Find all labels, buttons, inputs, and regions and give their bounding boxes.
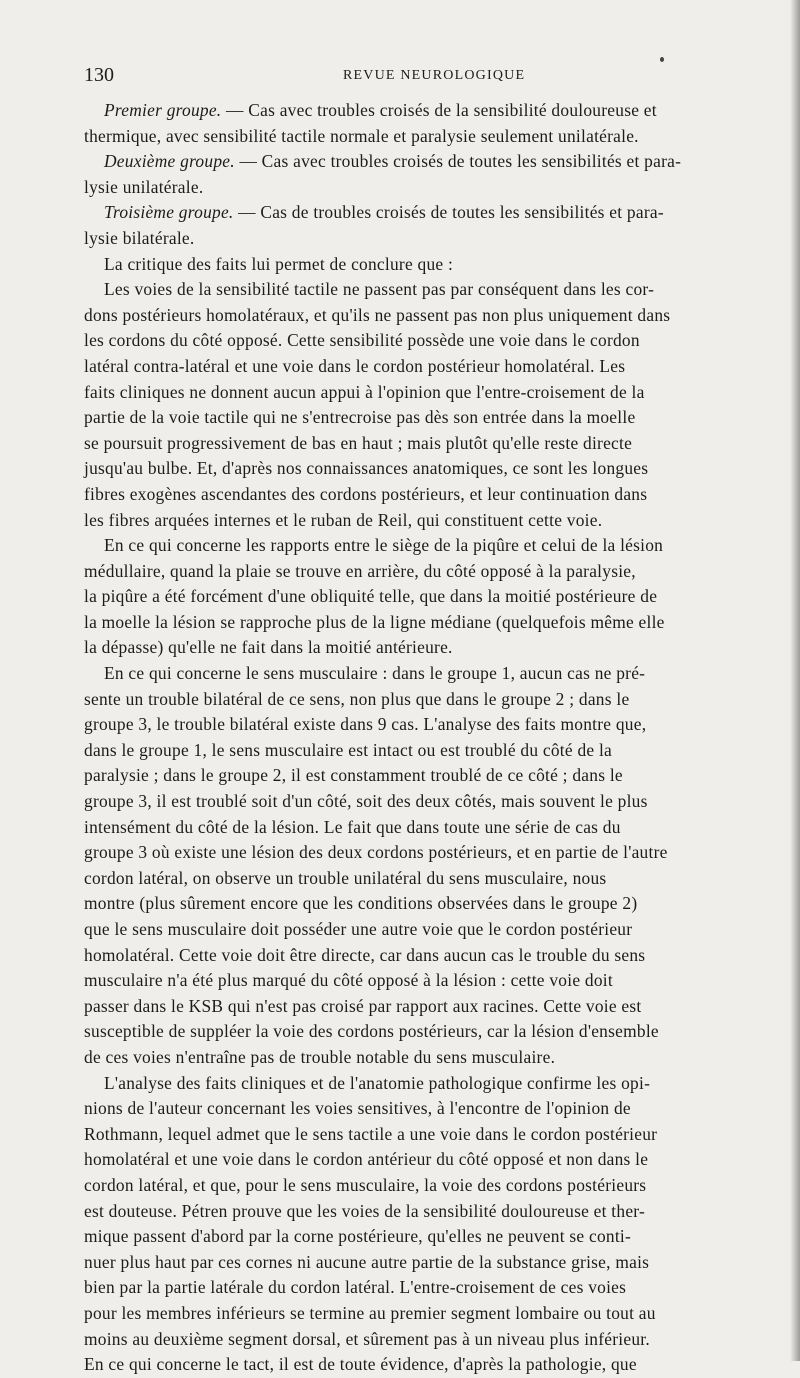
text-line: les cordons du côté opposé. Cette sensibilité possède une voie dans le cordon (84, 330, 640, 351)
group-3-label: Troisième groupe. (104, 202, 234, 223)
text-line: intensément du côté de la lésion. Le fait que dans toute une série de cas du (84, 816, 621, 837)
text-line: la dépasse) qu'elle ne fait dans la moitié antérieure. (84, 637, 453, 658)
text-line: En ce qui concerne le tact, il est de toute évidence, d'après la pathologie, que (84, 1354, 637, 1375)
text-line: jusqu'au bulbe. Et, d'après nos connaissances anatomiques, ce sont les longues (84, 458, 649, 479)
text-line: susceptible de suppléer la voie des cordons postérieurs, car la lésion d'ensemble (84, 1021, 659, 1042)
group-2-text: — Cas avec troubles croisés de toutes les sensibilités et para- (234, 151, 682, 172)
page-header (0, 64, 800, 88)
text-line: la piqûre a été forcément d'une obliquité telle, que dans la moitié postérieure de (84, 586, 658, 607)
text-line: L'analyse des faits cliniques et de l'anatomie pathologique confirme les opi- (104, 1072, 651, 1093)
running-title: REVUE NEUROLOGIQUE (343, 68, 526, 83)
article-body (84, 98, 792, 1378)
text-line: cordon latéral, on observe un trouble unilatéral du sens musculaire, nous (84, 867, 607, 888)
text-line: les fibres arquées internes et le ruban de Reil, qui constituent cette voie. (84, 509, 603, 530)
group-1-line-2: thermique, avec sensibilité tactile normale et paralysie seulement unilatérale. (84, 125, 639, 146)
text-line: moins au deuxième segment dorsal, et sûrement pas à un niveau plus inférieur. (84, 1328, 650, 1349)
text-line: groupe 3 où existe une lésion des deux cordons postérieurs, et en partie de l'autre (84, 842, 668, 863)
text-line: nions de l'auteur concernant les voies sensitives, à l'encontre de l'opinion de (84, 1098, 631, 1119)
text-line: pour les membres inférieurs se termine au premier segment lombaire ou tout au (84, 1302, 656, 1323)
text-line: homolatéral. Cette voie doit être directe, car dans aucun cas le trouble du sens (84, 944, 646, 965)
text-line: paralysie ; dans le groupe 2, il est constamment troublé de ce côté ; dans le (84, 765, 623, 786)
text-line: nuer plus haut par ces cornes ni aucune autre partie de la substance grise, mais (84, 1251, 650, 1272)
text-line: médullaire, quand la plaie se trouve en arrière, du côté opposé à la paralysie, (84, 560, 636, 581)
group-1-text: — Cas avec troubles croisés de la sensibilité douloureuse et (221, 100, 657, 120)
page-number: 130 (84, 64, 114, 86)
scan-speck (660, 57, 664, 62)
text-line: est douteuse. Pétren prouve que les voies de la sensibilité douloureuse et ther- (84, 1200, 646, 1221)
group-3-line-2: lysie bilatérale. (84, 227, 195, 248)
text-line: Les voies de la sensibilité tactile ne passent pas par conséquent dans les cor- (104, 279, 655, 300)
text-line: de ces voies n'entraîne pas de trouble notable du sens musculaire. (84, 1046, 556, 1067)
text-line: groupe 3, le trouble bilatéral existe dans 9 cas. L'analyse des faits montre que, (84, 714, 647, 735)
text-line: dans le groupe 1, le sens musculaire est intact ou est troublé du côté de la (84, 739, 613, 760)
text-line: dons postérieurs homolatéraux, et qu'ils ne passent pas non plus uniquement dans (84, 304, 671, 325)
text-line: cordon latéral, et que, pour le sens musculaire, la voie des cordons postérieurs (84, 1174, 647, 1195)
group-1-label: Premier groupe. (104, 100, 222, 120)
group-2-label: Deuxième groupe. (104, 151, 235, 172)
text-line: faits cliniques ne donnent aucun appui à l'opinion que l'entre-croisement de la (84, 381, 645, 402)
text-line: partie de la voie tactile qui ne s'entrecroise pas dès son entrée dans la moelle (84, 407, 636, 428)
text-line: passer dans le KSB qui n'est pas croisé par rapport aux racines. Cette voie est (84, 995, 642, 1016)
group-3-line-1 (84, 200, 792, 226)
text-line: sente un trouble bilatéral de ce sens, non plus que dans le groupe 2 ; dans le (84, 688, 630, 709)
text-line: fibres exogènes ascendantes des cordons postérieurs, et leur continuation dans (84, 483, 648, 504)
text-line: La critique des faits lui permet de conclure que : (104, 253, 454, 274)
text-line: que le sens musculaire doit posséder une autre voie que le cordon postérieur (84, 919, 633, 939)
text-line: latéral contra-latéral et une voie dans le cordon postérieur homolatéral. Les (84, 355, 626, 376)
text-line: homolatéral et une voie dans le cordon antérieur du côté opposé et non dans le (84, 1149, 649, 1170)
group-3-text: — Cas de troubles croisés de toutes les sensibilités et para- (233, 202, 664, 223)
text-line: groupe 3, il est troublé soit d'un côté, soit des deux côtés, mais souvent le plus (84, 791, 648, 812)
text-line: musculaire n'a été plus marqué du côté opposé à la lésion : cette voie doit (84, 970, 613, 991)
text-line: la moelle la lésion se rapproche plus de la ligne médiane (quelquefois même elle (84, 611, 665, 632)
text-line: se poursuit progressivement de bas en haut ; mais plutôt qu'elle reste directe (84, 432, 633, 453)
text-line: En ce qui concerne les rapports entre le siège de la piqûre et celui de la lésion (104, 535, 664, 556)
group-1-line-1 (84, 98, 792, 124)
text-line: Rothmann, lequel admet que le sens tactile a une voie dans le cordon postérieur (84, 1123, 658, 1144)
group-2-line-2: lysie unilatérale. (84, 176, 204, 197)
group-2-line-1 (84, 149, 792, 175)
text-line: En ce qui concerne le sens musculaire : dans le groupe 1, aucun cas ne pré- (104, 663, 646, 684)
text-line: montre (plus sûrement encore que les conditions observées dans le groupe 2) (84, 893, 638, 914)
text-line: mique passent d'abord par la corne postérieure, qu'elles ne peuvent se conti- (84, 1226, 632, 1247)
text-line: bien par la partie latérale du cordon latéral. L'entre-croisement de ces voies (84, 1277, 627, 1298)
